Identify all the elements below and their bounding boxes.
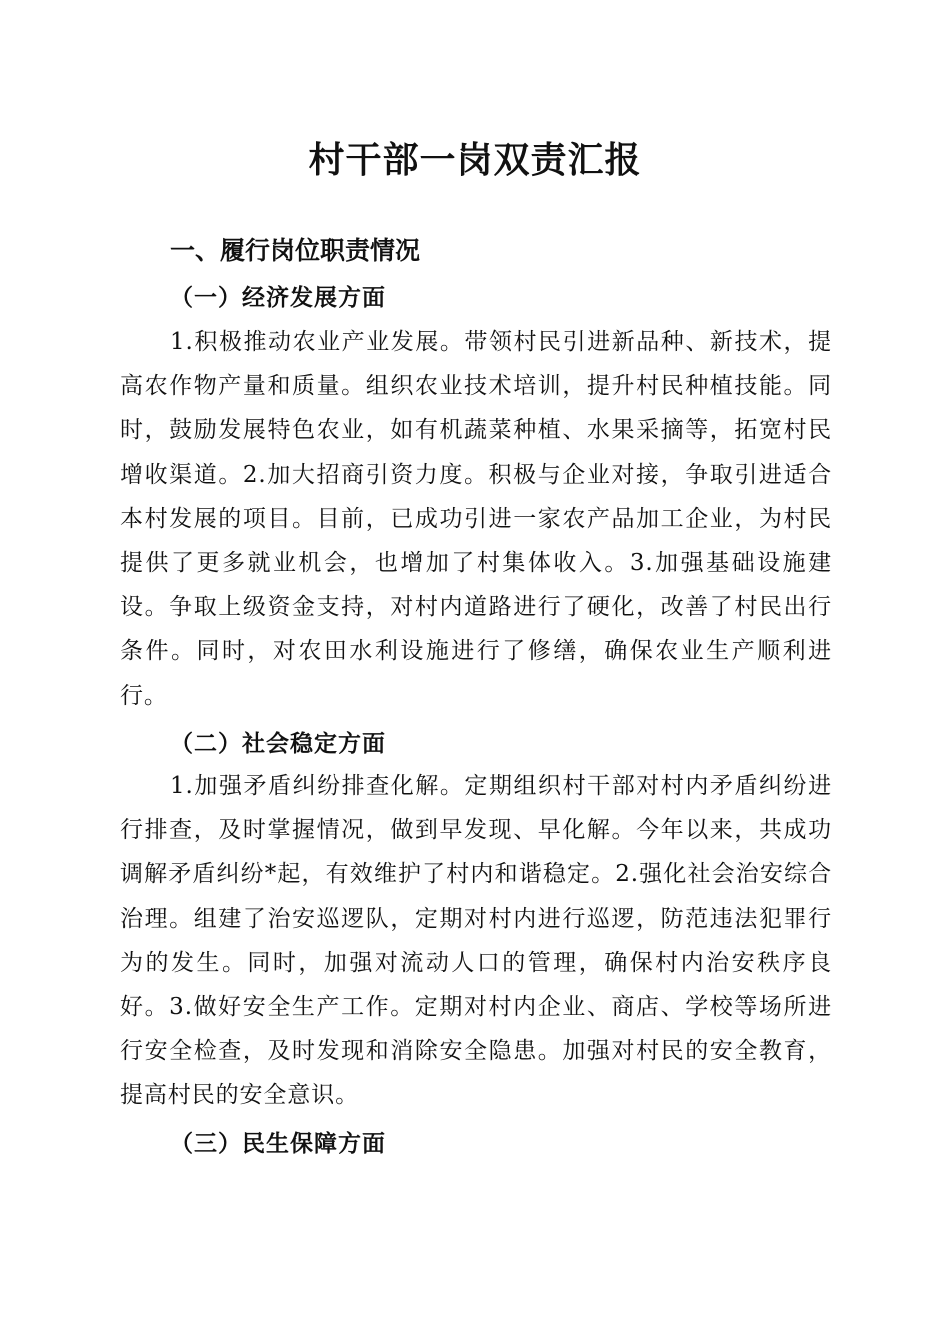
paragraph-stability: 1.加强矛盾纠纷排查化解。定期组织村干部对村内矛盾纠纷进行排查，及时掌握情况，做到早发现、早化解。今年以来，共成功调解矛盾纠纷*起，有效维护了村内和谐稳定。2.强化社会治安综合治理。组建了治安巡逻队，定期对村内进行巡逻，防范违法犯罪行为的发生。同时，加强对流动人口的管理，确保村内治安秩序良好。3.做好安全生产工作。定期对村内企业、商店、学校等场所进行安全检查，及时发现和消除安全隐患。加强对村民的安全教育，提高村民的安全意识。 [120, 773, 832, 1109]
document-title: 村干部一岗双责汇报 [308, 139, 642, 181]
section-heading-duties: 一、履行岗位职责情况 [170, 236, 421, 265]
subsection-heading-stability: （二）社会稳定方面 [170, 730, 386, 757]
subsection-heading-livelihood: （三）民生保障方面 [170, 1130, 386, 1157]
subsection-heading-economy: （一）经济发展方面 [170, 284, 386, 311]
paragraph-economy: 1.积极推动农业产业发展。带领村民引进新品种、新技术，提高农作物产量和质量。组织农业技术培训，提升村民种植技能。同时，鼓励发展特色农业，如有机蔬菜种植、水果采摘等，拓宽村民增收渠道。2.加大招商引资力度。积极与企业对接，争取引进适合本村发展的项目。目前，已成功引进一家农产品加工企业，为村民提供了更多就业机会，也增加了村集体收入。3.加强基础设施建设。争取上级资金支持，对村内道路进行了硬化，改善了村民出行条件。同时，对农田水利设施进行了修缮，确保农业生产顺利进行。 [120, 329, 832, 709]
